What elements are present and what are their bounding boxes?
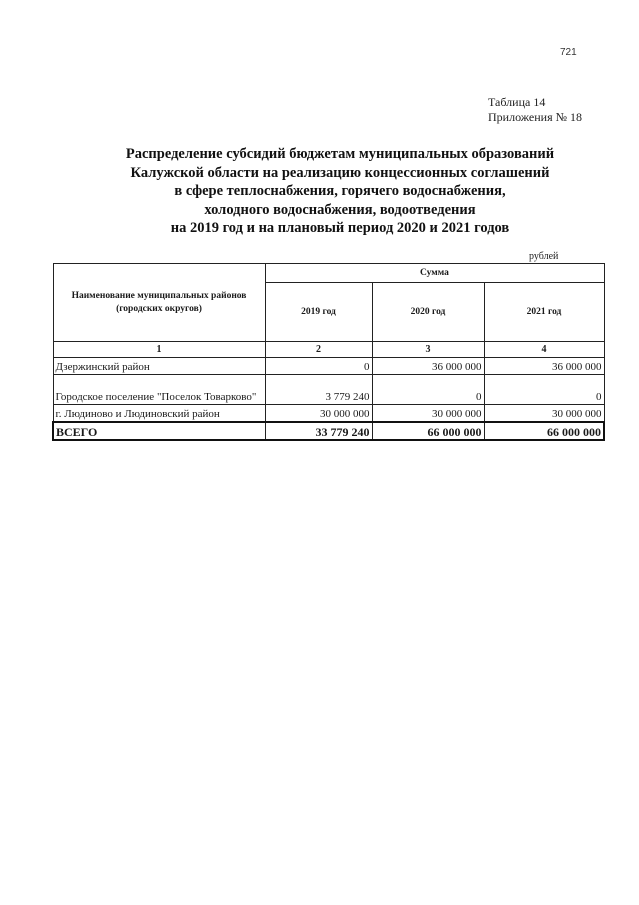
row-municipality-name: Городское поселение "Поселок Товарково" [53,375,265,405]
title-line: на 2019 год и на плановый период 2020 и 2021 годов [170,220,510,236]
title-line: холодного водоснабжения, водоотведения [204,201,476,218]
header-year-2020: 2020 год [372,283,484,342]
total-label: ВСЕГО [53,422,265,440]
appendix-number-label: Приложения № 18 [488,110,583,124]
column-number: 1 [53,342,265,358]
document-title [90,145,590,238]
total-row [53,422,604,440]
subsidy-table [52,263,605,441]
header-year-2021: 2021 год [484,283,604,342]
row-value-2020: 0 [372,375,484,405]
row-value-2019: 30 000 000 [265,405,372,423]
table-number-label: Таблица 14 [488,95,546,109]
table-row [53,405,604,423]
header-municipality-name: Наименование муниципальных районов (городских округов) [53,264,265,342]
appendix-reference [488,95,582,125]
title-line: в сфере теплоснабжения, горячего водоснабжения, [174,183,506,199]
table-row [53,375,604,405]
row-value-2020: 30 000 000 [372,405,484,423]
total-value-2020: 66 000 000 [372,422,484,440]
header-sum-group: Сумма [265,264,604,283]
title-line: Калужской области на реализацию концессионных соглашений [130,164,550,181]
row-value-2019: 3 779 240 [265,375,372,405]
title-line: Распределение субсидий бюджетам муниципальных образований [125,146,555,162]
total-value-2021: 66 000 000 [484,422,604,440]
column-number: 2 [265,342,372,358]
row-value-2019: 0 [265,358,372,375]
column-number: 3 [372,342,484,358]
row-municipality-name: г. Людиново и Людиновский район [53,405,265,423]
table-row [53,358,604,375]
units-label: рублей [529,251,559,262]
row-value-2021: 30 000 000 [484,405,604,423]
total-value-2019: 33 779 240 [265,422,372,440]
header-year-2019: 2019 год [265,283,372,342]
page-number: 721 [560,47,577,58]
column-number: 4 [484,342,604,358]
row-value-2021: 0 [484,375,604,405]
row-value-2021: 36 000 000 [484,358,604,375]
row-value-2020: 36 000 000 [372,358,484,375]
row-municipality-name: Дзержинский район [53,358,265,375]
